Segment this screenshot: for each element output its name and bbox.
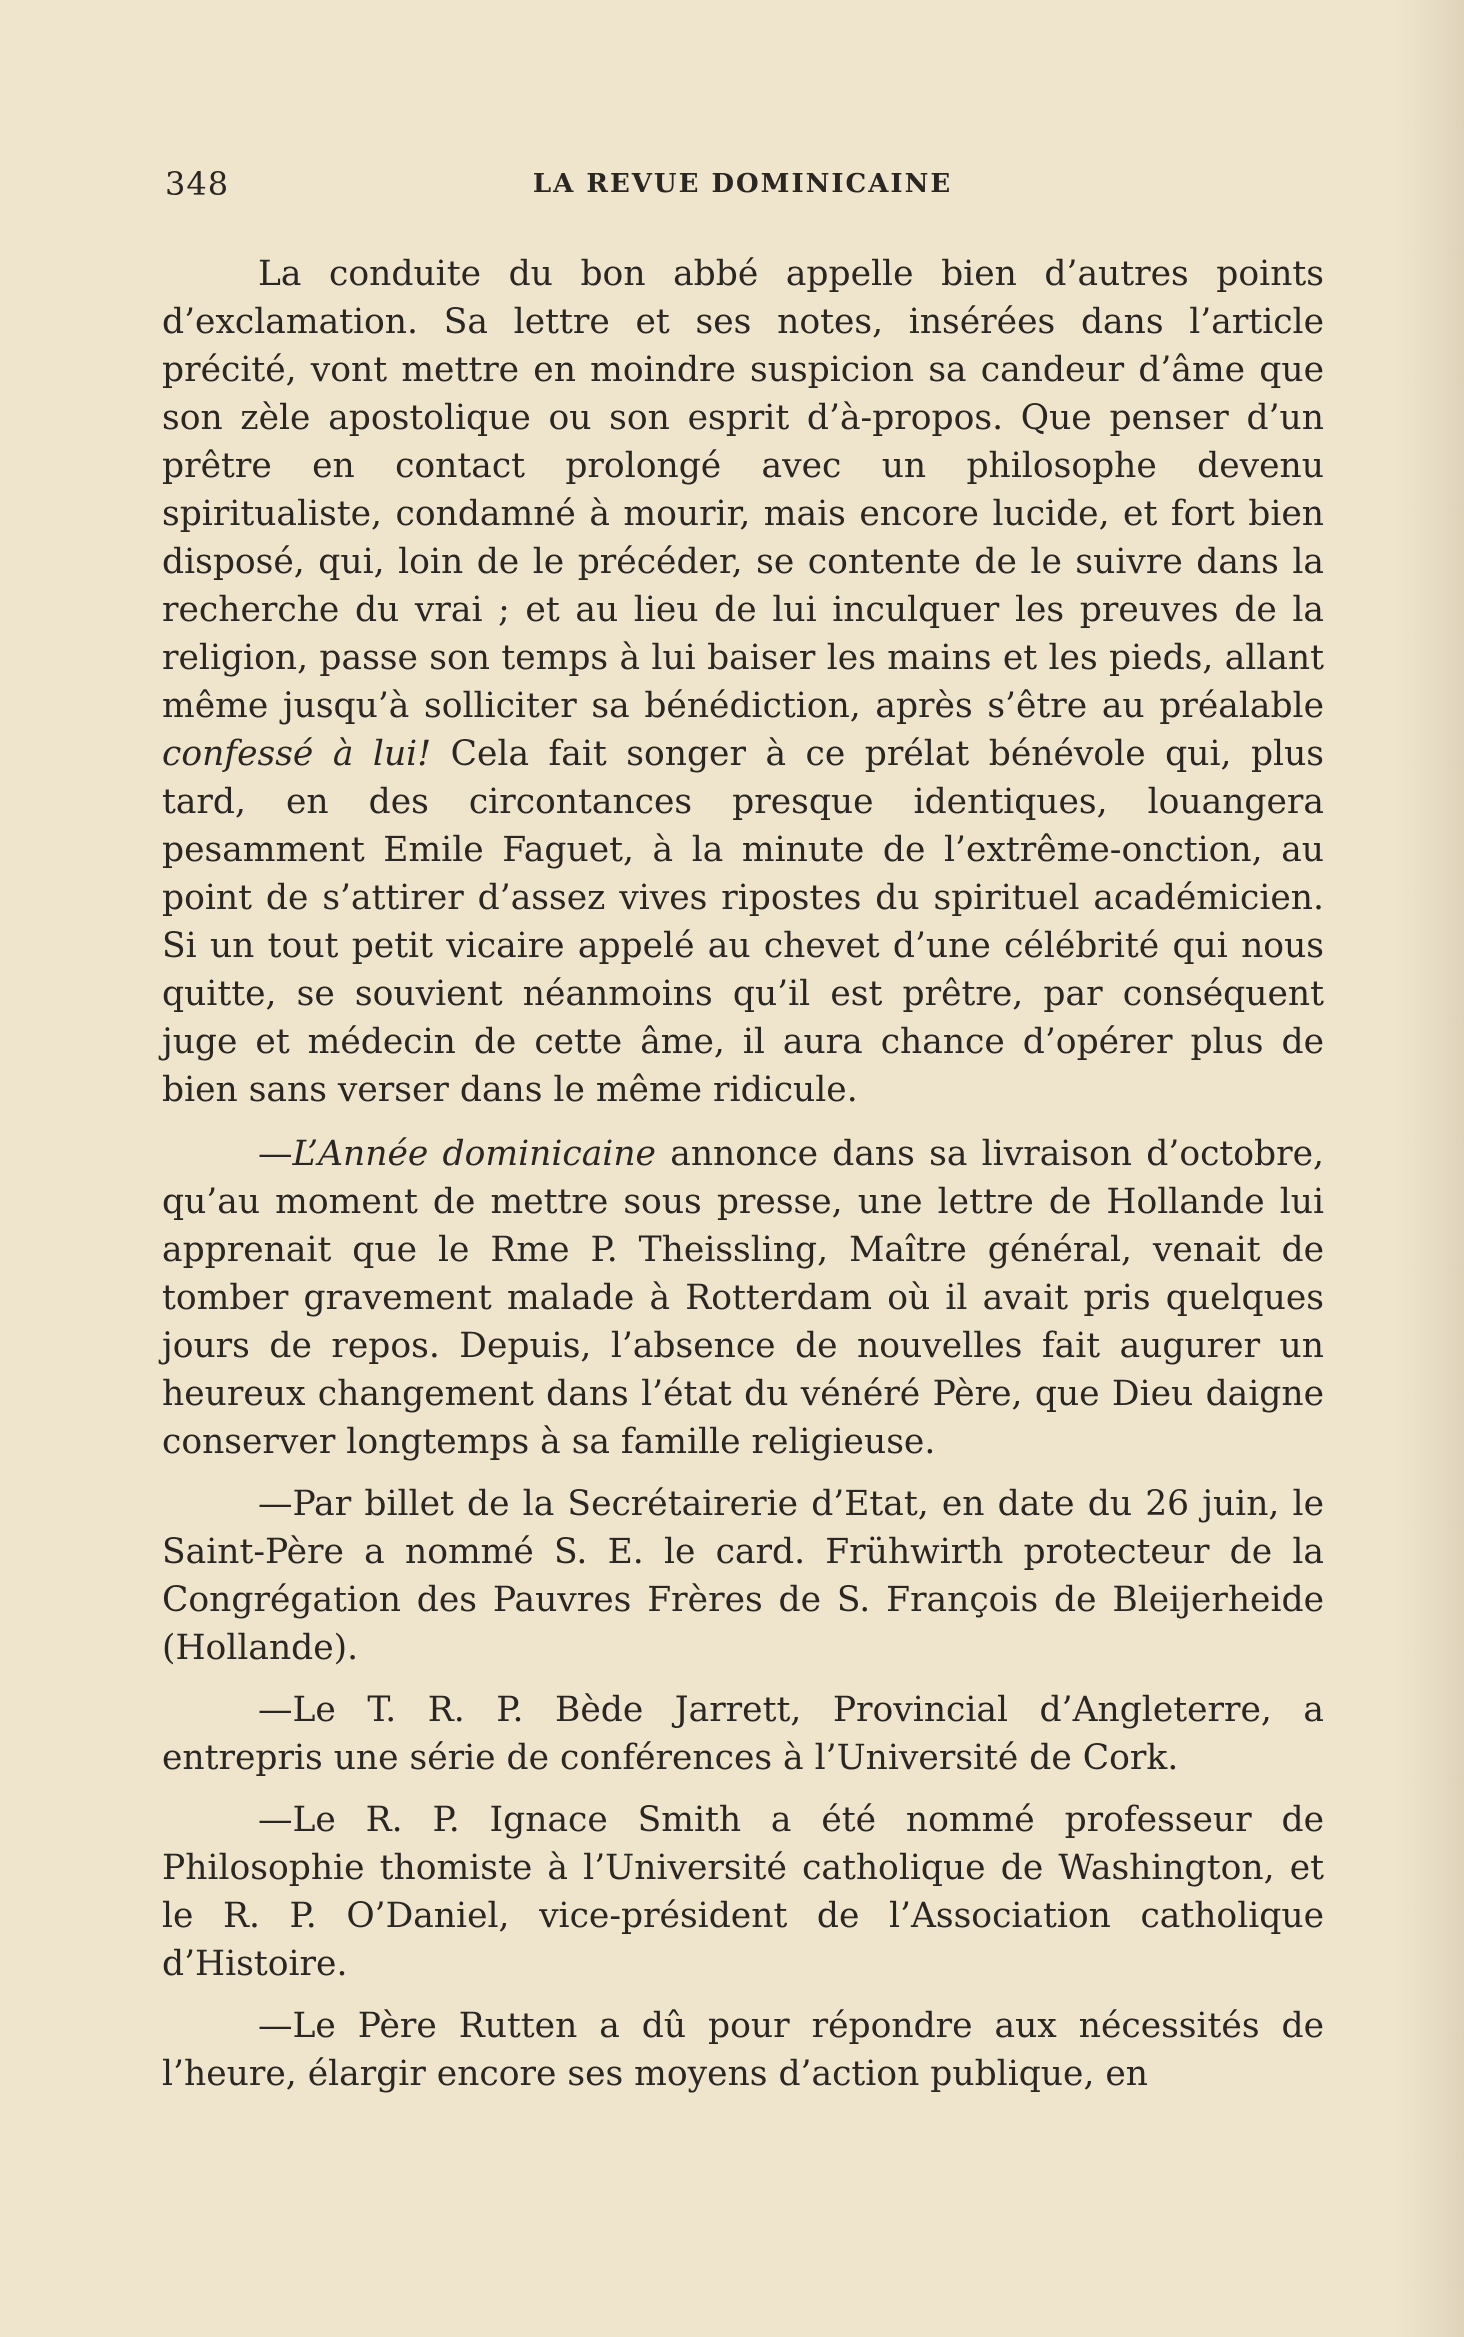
paragraph-rutten: —Le Père Rutten a dû pour répondre aux nécessités de l’heure, élargir encore ses moyens d’action publique, en [162,2006,1324,2094]
running-title: LA REVUE DOMINICAINE [532,169,953,199]
paragraph-fruhwirth: —Par billet de la Secrétairerie d’Etat, en date du 26 juin, le Saint-Père a nommé S. E. le card. Frühwirth protecteur de la Congrégation des Pauvres Frères de S. François de Bleijerheide (Hollande). [162,1484,1324,1668]
page-edge-shadow [1394,0,1464,2337]
paragraph-text: Cela fait songer à ce prélat bénévole qui, plus tard, en des circontances presque identiques, louangera pesamment Emile Faguet, à la minute de l’extrême-onction, au point de s’attirer d’assez vives ripostes du spirituel académicien. Si un tout petit vicaire appelé au chevet d’une célébrité qui nous quitte, se souvient néanmoins qu’il est prêtre, par conséquent juge et médecin de cette âme, il aura chance d’opérer plus de bien sans verser dans le même ridicule. [162,734,1324,1110]
paragraph-abbe-conduct [162,250,1324,1114]
em-dash: — [258,1134,293,1174]
italic-phrase: confessé à lui! [162,734,432,774]
paragraph-jarrett: —Le T. R. P. Bède Jarrett, Provincial d’Angleterre, a entrepris une série de conférences à l’Université de Cork. [162,1690,1324,1778]
body-text [162,250,1324,2112]
paragraph-text: La conduite du bon abbé appelle bien d’autres points d’exclamation. Sa lettre et ses notes, insérées dans l’article précité, vont mettre en moindre suspicion sa candeur d’âme que son zèle apostolique ou son esprit d’à-propos. Que penser d’un prêtre en contact prolongé avec un philosophe devenu spiritualiste, condamné à mourir, mais encore lucide, et fort bien disposé, qui, loin de le précéder, se contente de le suivre dans la recherche du vrai ; et au lieu de lui inculquer les preuves de la religion, passe son temps à lui baiser les mains et les pieds, allant même jusqu’à solliciter sa bénédiction, après s’être au préalable [162,254,1324,726]
paragraph-annee-dominicaine [162,1130,1324,1466]
publication-title: L’Année dominicaine [292,1134,656,1174]
paragraph-text: annonce dans sa livraison d’octobre, qu’au moment de mettre sous presse, une lettre de Hollande lui apprenait que le Rme P. Theissling, Maître général, venait de tomber gravement malade à Rotterdam où il avait pris quelques jours de repos. Depuis, l’absence de nouvelles fait augurer un heureux changement dans l’état du vénéré Père, que Dieu daigne conserver longtemps à sa famille religieuse. [162,1134,1325,1462]
paragraph-smith: —Le R. P. Ignace Smith a été nommé professeur de Philosophie thomiste à l’Université catholique de Washington, et le R. P. O’Daniel, vice-président de l’Association catholique d’Histoire. [162,1800,1324,1984]
page-number: 348 [165,165,230,203]
page-header [165,165,1320,209]
